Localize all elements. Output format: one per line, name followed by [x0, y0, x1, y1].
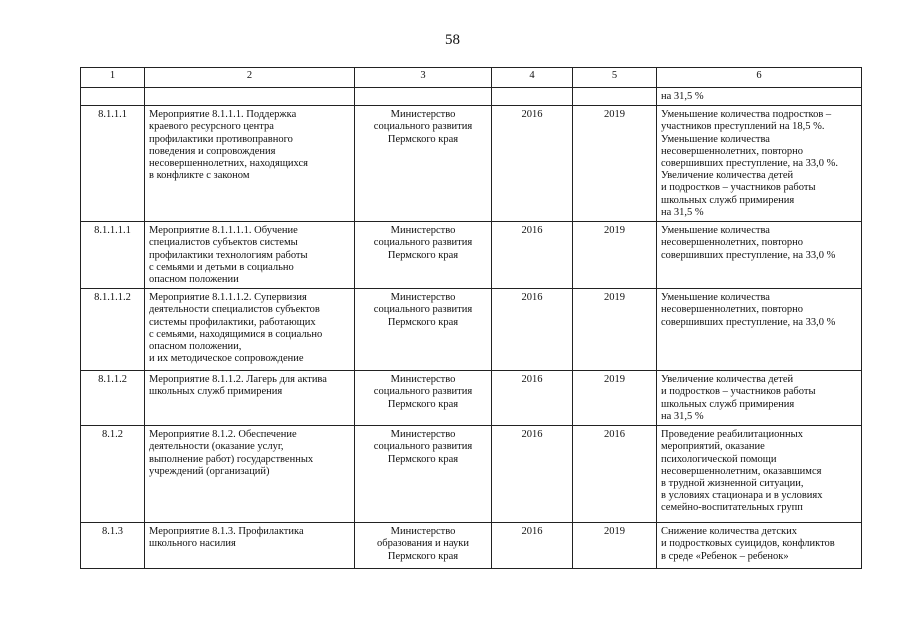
header-col-2: 2 [145, 68, 355, 88]
table-row [81, 289, 862, 371]
cell-line: мероприятий, оказание [661, 441, 765, 453]
table-row [81, 222, 862, 289]
cell-line: Министерство [390, 429, 456, 441]
executor-cell [355, 222, 492, 289]
cell-line: Уменьшение количества [661, 292, 770, 304]
cell-text: 2019 [604, 292, 625, 304]
cell-line: участников преступлений на 18,5 %. [661, 121, 825, 133]
cell-line: Уменьшение количества [661, 225, 770, 237]
executor-cell [355, 371, 492, 426]
cell-text: 8.1.1.1 [98, 109, 127, 121]
end-year-cell [573, 426, 657, 523]
cell-line: Министерство [390, 225, 456, 237]
measure-cell [145, 371, 355, 426]
cell-line: опасном положении [149, 274, 239, 286]
measure-cell [145, 523, 355, 569]
cell-line: и подростков – участников работы [661, 182, 816, 194]
cell-line: Мероприятие 8.1.3. Профилактика [149, 526, 304, 538]
code-cell [81, 88, 145, 106]
cell-line: несовершеннолетних, повторно [661, 304, 803, 316]
cell-line: учреждений (организаций) [149, 465, 270, 477]
cell-text: 2019 [604, 109, 625, 121]
cell-line: Пермского края [387, 453, 459, 465]
cell-line: опасном положении, [149, 341, 242, 353]
cell-text: 2016 [521, 374, 543, 386]
start-year-cell [492, 88, 573, 106]
cell-line: Уменьшение количества [661, 133, 770, 145]
cell-line: Мероприятие 8.1.1.2. Лагерь для актива [149, 374, 327, 386]
measure-cell [145, 289, 355, 371]
header-col-6: 6 [657, 68, 862, 88]
cell-line: на 31,5 % [661, 91, 704, 102]
cell-line: психологической помощи [661, 453, 777, 465]
cell-text: 2019 [604, 526, 625, 538]
cell-line: Мероприятие 8.1.1.1.2. Супервизия [149, 292, 307, 304]
executor-cell [355, 426, 492, 523]
table-row [81, 523, 862, 569]
code-cell [81, 106, 145, 222]
cell-line: Министерство [390, 374, 456, 386]
cell-line: в условиях стационара и в условиях [661, 490, 823, 502]
cell-text: 8.1.1.1.2 [94, 292, 131, 304]
code-cell [81, 222, 145, 289]
measure-cell [145, 106, 355, 222]
cell-text: 8.1.1.2 [98, 374, 127, 386]
header-row [81, 68, 862, 88]
cell-text: 2019 [604, 225, 625, 237]
table-row [81, 106, 862, 222]
start-year-cell [492, 222, 573, 289]
table-row [81, 426, 862, 523]
code-cell [81, 371, 145, 426]
end-year-cell [573, 371, 657, 426]
measures-table [80, 67, 862, 569]
cell-line: системы профилактики, работающих [149, 316, 316, 328]
end-year-cell [573, 289, 657, 371]
cell-line: Министерство [390, 526, 456, 538]
cell-line: несовершеннолетних, повторно [661, 237, 803, 249]
executor-cell [355, 289, 492, 371]
cell-text: 2016 [521, 526, 543, 538]
end-year-cell [573, 523, 657, 569]
cell-line: Пермского края [387, 550, 459, 562]
code-cell [81, 523, 145, 569]
cell-text: 8.1.3 [102, 526, 123, 538]
cell-line: профилактики технологиям работы [149, 249, 308, 261]
header-col-5: 5 [573, 68, 657, 88]
cell-line: несовершеннолетних, находящихся [149, 158, 308, 170]
cell-text: 2016 [604, 429, 625, 441]
cell-line: и их методическое сопровождение [149, 353, 304, 365]
result-cell [657, 222, 862, 289]
result-cell [657, 426, 862, 523]
cell-line: Мероприятие 8.1.1.1.1. Обучение [149, 225, 298, 237]
cell-line: несовершеннолетних, повторно [661, 145, 803, 157]
cell-line: профилактики противоправного [149, 133, 293, 145]
table-row [81, 371, 862, 426]
cell-line: в среде «Ребенок – ребенок» [661, 550, 789, 562]
cell-text: 8.1.1.1.1 [94, 225, 131, 237]
result-cell [657, 88, 862, 106]
start-year-cell [492, 426, 573, 523]
cell-line: социального развития [373, 121, 473, 133]
cell-line: социального развития [373, 237, 473, 249]
cell-line: совершивших преступление, на 33,0 %. [661, 158, 839, 170]
executor-cell [355, 106, 492, 222]
cell-line: несовершеннолетним, оказавшимся [661, 465, 822, 477]
end-year-cell [573, 88, 657, 106]
cell-text: 2016 [521, 292, 543, 304]
cell-text: 2016 [521, 429, 543, 441]
cell-line: Увеличение количества детей [661, 374, 794, 386]
measure-cell [145, 88, 355, 106]
cell-line: поведения и сопровождения [149, 145, 276, 157]
cell-line: Уменьшение количества подростков – [661, 109, 832, 121]
cell-text: 2016 [521, 109, 543, 121]
result-cell [657, 106, 862, 222]
code-cell [81, 426, 145, 523]
cell-line: выполнение работ) государственных [149, 453, 314, 465]
cell-text: 2019 [604, 374, 625, 386]
header-col-3: 3 [355, 68, 492, 88]
result-cell [657, 523, 862, 569]
start-year-cell [492, 289, 573, 371]
cell-line: Министерство [390, 292, 456, 304]
cell-line: Проведение реабилитационных [661, 429, 803, 441]
cell-line: совершивших преступление, на 33,0 % [661, 249, 836, 261]
result-cell [657, 371, 862, 426]
end-year-cell [573, 222, 657, 289]
cell-line: семейно-воспитательных групп [661, 502, 803, 514]
cell-line: школьных служб примирения [149, 386, 283, 398]
cell-line: деятельности (оказание услуг, [149, 441, 284, 453]
cell-line: школьного насилия [149, 538, 236, 550]
cell-line: и подростков – участников работы [661, 386, 816, 398]
cell-line: в трудной жизненной ситуации, [661, 478, 804, 490]
cell-line: Пермского края [387, 316, 459, 328]
cell-line: школьных служб примирения [661, 194, 795, 206]
cell-line: Мероприятие 8.1.1.1. Поддержка [149, 109, 297, 121]
result-cell [657, 289, 862, 371]
cell-line: Увеличение количества детей [661, 170, 794, 182]
cell-line: социального развития [373, 386, 473, 398]
end-year-cell [573, 106, 657, 222]
cell-line: образования и науки [377, 538, 469, 550]
cell-line: Пермского края [387, 249, 459, 261]
cell-line: Мероприятие 8.1.2. Обеспечение [149, 429, 297, 441]
start-year-cell [492, 106, 573, 222]
cell-line: Пермского края [387, 133, 459, 145]
table-row [81, 88, 862, 106]
header-col-4: 4 [492, 68, 573, 88]
cell-line: в конфликте с законом [149, 170, 250, 182]
header-col-1: 1 [81, 68, 145, 88]
cell-line: с семьями, находящимися в социально [149, 328, 323, 340]
code-cell [81, 289, 145, 371]
measure-cell [145, 222, 355, 289]
cell-line: Министерство [390, 109, 456, 121]
cell-line: Пермского края [387, 398, 459, 410]
cell-line: краевого ресурсного центра [149, 121, 274, 133]
executor-cell [355, 523, 492, 569]
measure-cell [145, 426, 355, 523]
cell-text: 8.1.2 [102, 429, 123, 441]
cell-text: 2016 [521, 225, 543, 237]
cell-line: школьных служб примирения [661, 398, 795, 410]
executor-cell [355, 88, 492, 106]
cell-line: деятельности специалистов субъектов [149, 304, 320, 316]
cell-line: социального развития [373, 441, 473, 453]
page-number: 58 [445, 32, 460, 48]
start-year-cell [492, 371, 573, 426]
start-year-cell [492, 523, 573, 569]
cell-line: и подростковых суицидов, конфликтов [661, 538, 835, 550]
cell-line: совершивших преступление, на 33,0 % [661, 316, 836, 328]
cell-line: Снижение количества детских [661, 526, 797, 538]
cell-line: социального развития [373, 304, 473, 316]
cell-line: специалистов субъектов системы [149, 237, 298, 249]
cell-line: с семьями и детьми в социально [149, 261, 294, 273]
cell-line: на 31,5 % [661, 410, 704, 422]
cell-line: на 31,5 % [661, 206, 704, 218]
